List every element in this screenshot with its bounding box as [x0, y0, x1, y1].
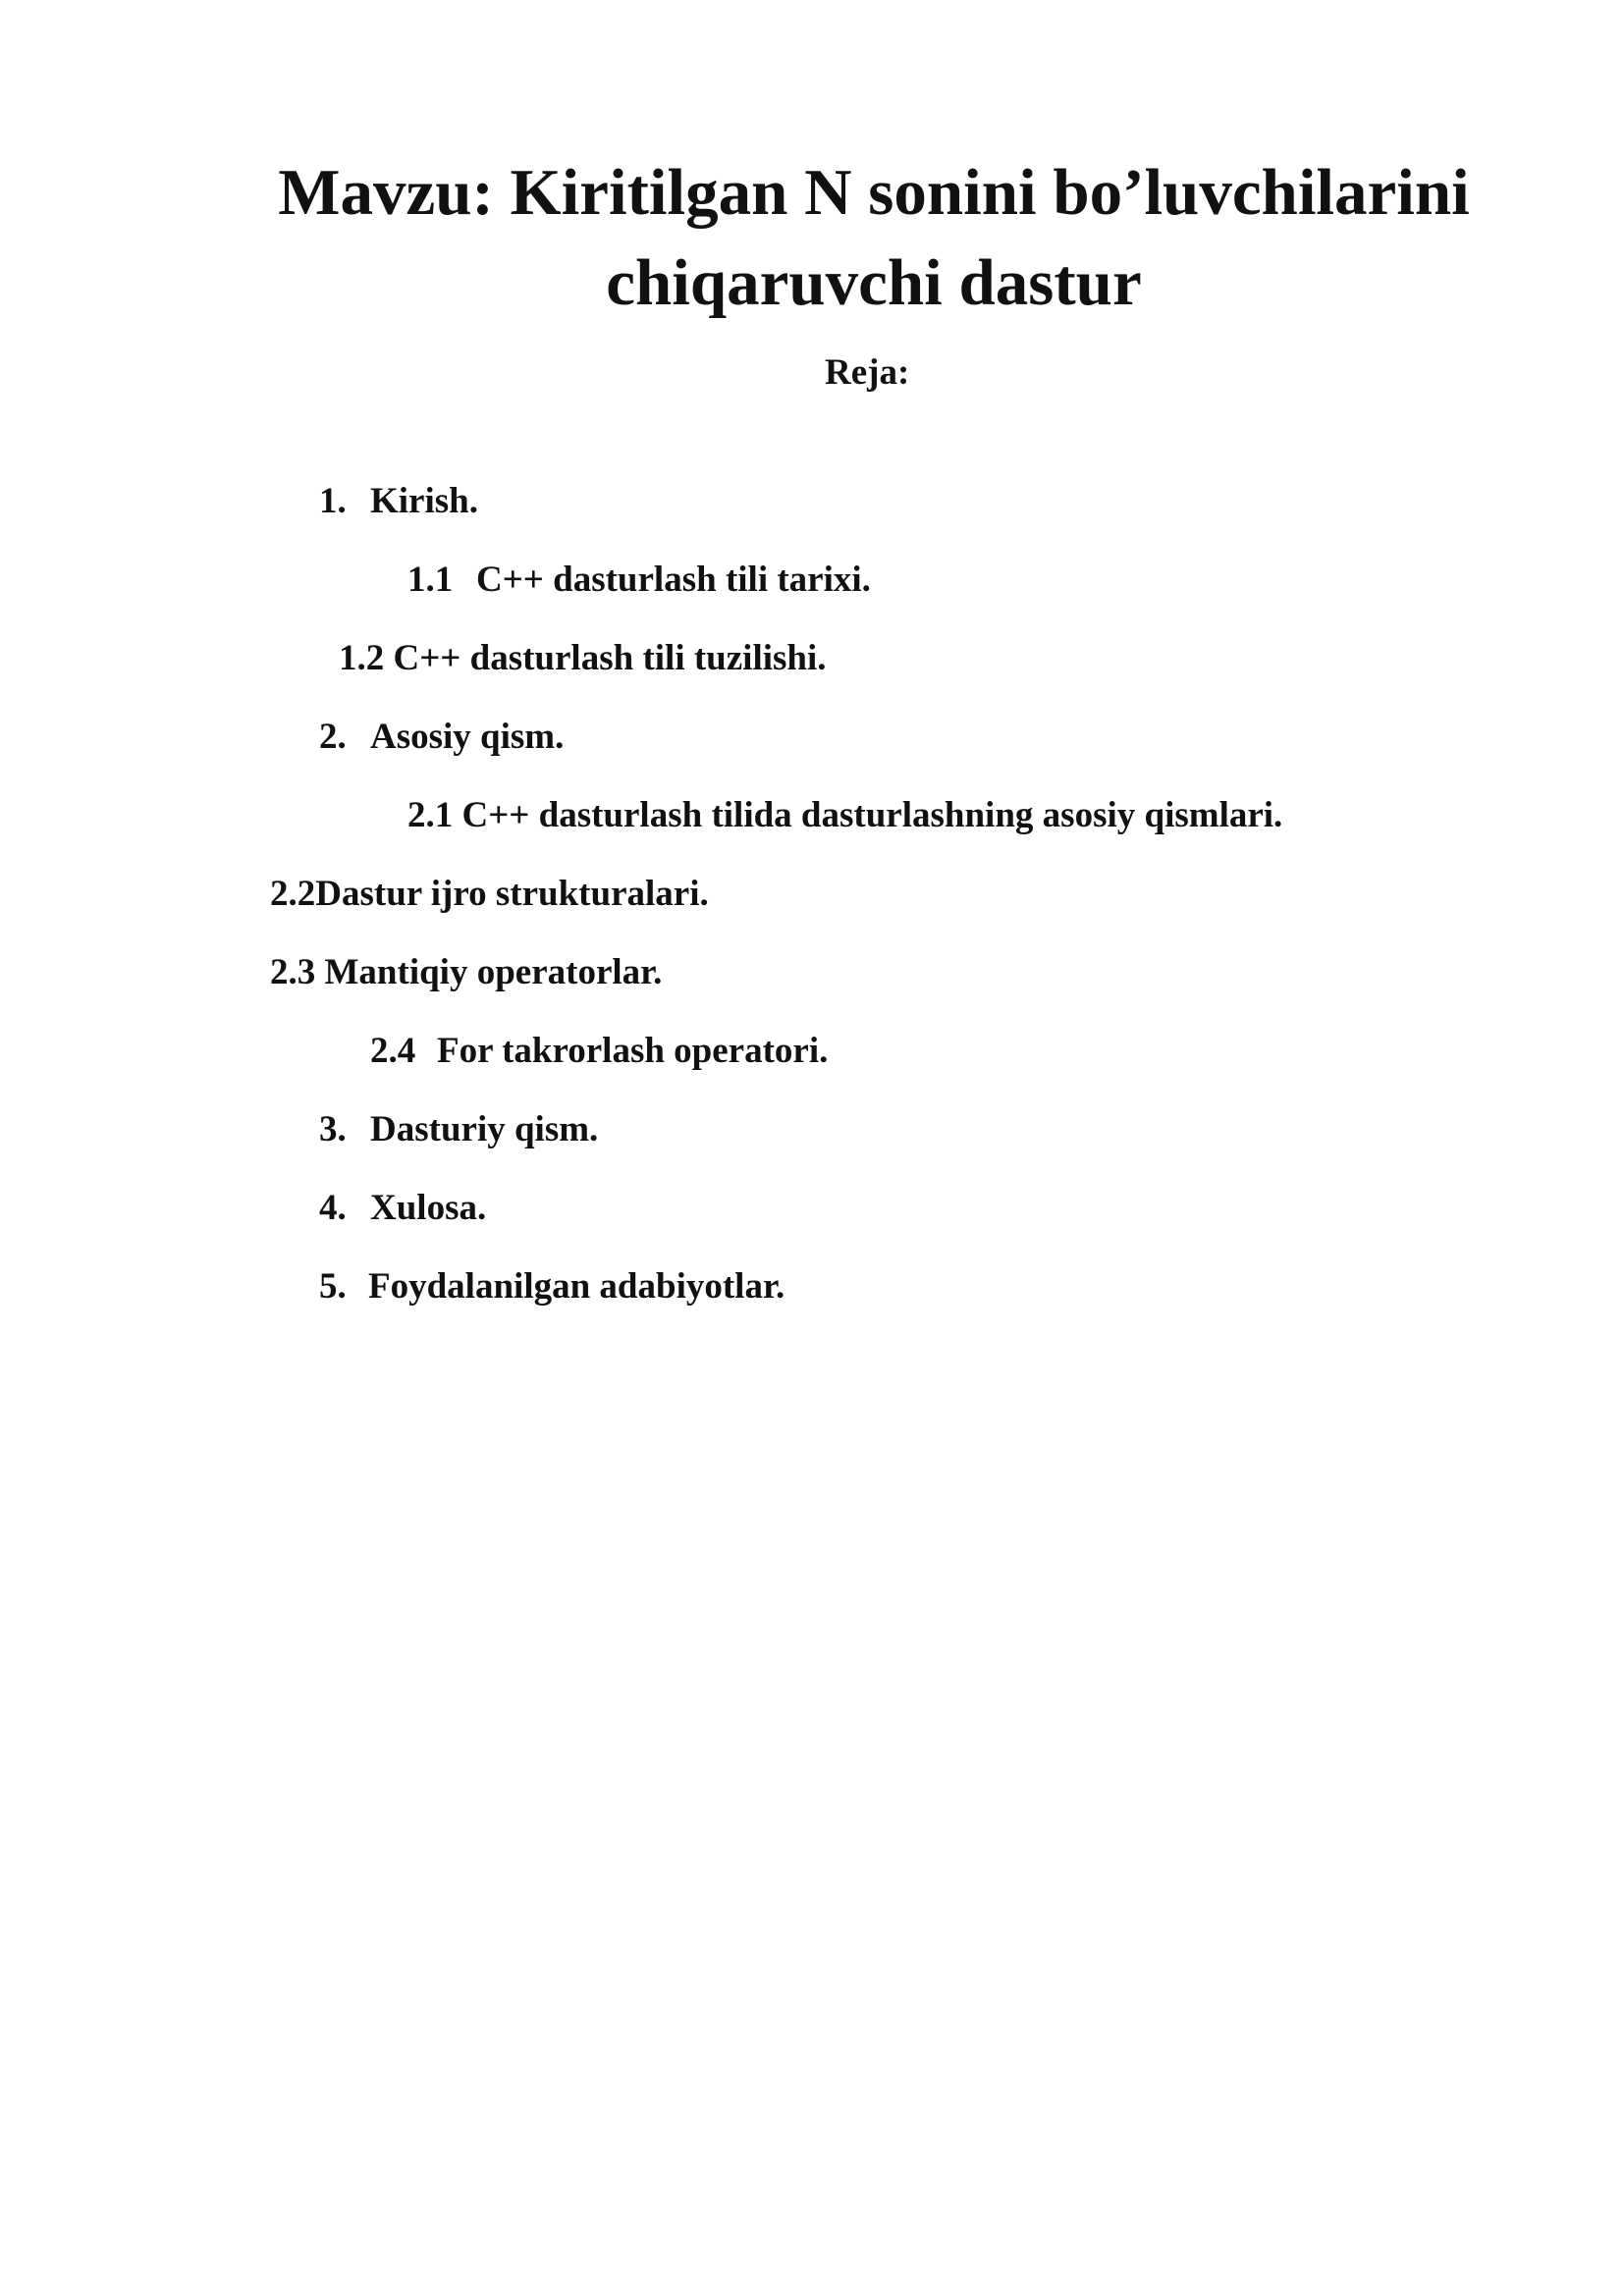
toc-item-number: 1.	[319, 481, 347, 521]
toc-item-number: 2.	[319, 717, 347, 757]
toc-item-number: 2.2	[270, 874, 316, 914]
toc-item-text: C++ dasturlash tilida dasturlashning asosiy qismlari.	[461, 795, 1283, 835]
toc-item-text: For takrorlash operatori.	[437, 1031, 829, 1071]
toc-item-number: 2.3	[270, 952, 316, 992]
toc-item-text: Asosiy qism.	[370, 717, 565, 757]
toc-item-text: C++ dasturlash tili tuzilishi.	[393, 638, 827, 678]
toc-item-text: Xulosa.	[370, 1188, 487, 1228]
toc-item-number: 1.1	[407, 560, 454, 600]
toc-item-text: Mantiqiy operatorlar.	[324, 952, 663, 992]
document-title: Mavzu: Kiritilgan N sonini bo’luvchilarini chiqaruvchi dastur	[278, 156, 1470, 319]
toc-item-number: 2.4	[370, 1031, 416, 1071]
toc-item-text: Dastur ijro strukturalari.	[315, 874, 709, 914]
toc-item-number: 4.	[319, 1188, 347, 1228]
toc-item-5	[283, 1222, 785, 1352]
toc-item-text: Kirish.	[370, 481, 478, 521]
toc-item-text: Foydalanilgan adabiyotlar.	[368, 1266, 785, 1307]
toc-item-number: 1.2	[339, 638, 385, 678]
toc-item-number: 3.	[319, 1109, 347, 1149]
toc-item-number: 5.	[319, 1266, 347, 1307]
toc-item-text: Dasturiy qism.	[370, 1109, 599, 1149]
plan-heading: Reja:	[825, 352, 910, 393]
toc-item-text: C++ dasturlash tili tarixi.	[476, 560, 871, 600]
toc-item-number: 2.1	[407, 795, 454, 835]
